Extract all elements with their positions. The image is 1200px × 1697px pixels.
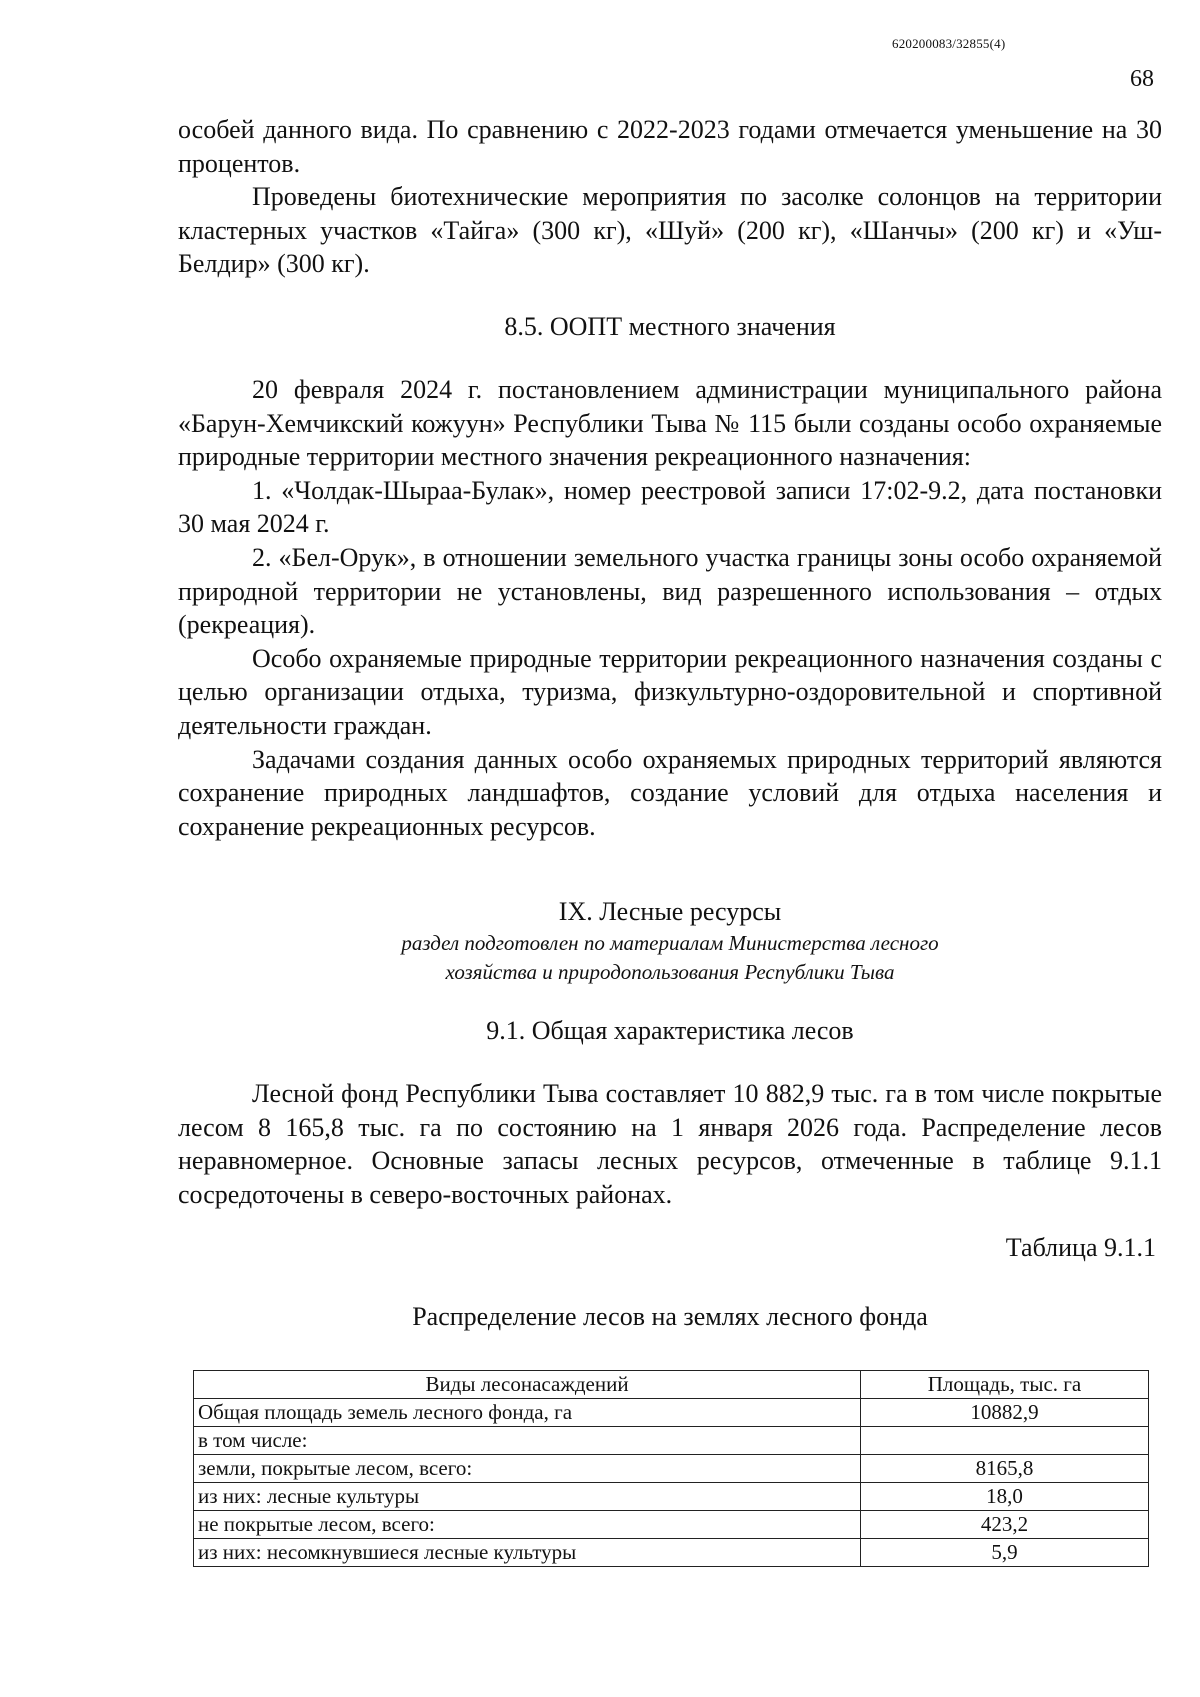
section-heading-9-1: 9.1. Общая характеристика лесов [486,1016,854,1045]
section-8-5-body [178,373,1162,843]
table-row [194,1399,1149,1427]
table-cell: не покрытые лесом, всего: [194,1511,861,1539]
paragraph: 2. «Бел-Орук», в отношении земельного участка границы зоны особо охраняемой природной территории не установлены, вид разрешенного использования – отдых (рекреация). [178,542,1162,640]
table-cell: 18,0 [861,1483,1149,1511]
table-cell: 10882,9 [861,1399,1149,1427]
paragraph: Задачами создания данных особо охраняемых природных территорий являются сохранение природных ландшафтов, создание условий для отдыха населения и сохранение рекреационных ресурсов. [178,744,1162,841]
table-cell [861,1427,1149,1455]
table-title: Распределение лесов на землях лесного фонда [412,1302,928,1331]
table-header-cell: Площадь, тыс. га [861,1371,1149,1399]
paragraph: 20 февраля 2024 г. постановлением администрации муниципального района «Барун-Хемчикский кожуун» Республики Тыва № 115 были созданы особо охраняемые природные территории местного значения рекреационного назначения: [178,375,1162,472]
table-header-cell: Виды лесонасаждений [194,1371,861,1399]
table-row [194,1455,1149,1483]
paragraph: особей данного вида. По сравнению с 2022-2023 годами отмечается уменьшение на 30 процентов. [178,115,1162,178]
paragraph: Особо охраняемые природные территории рекреационного назначения созданы с целью организации отдыха, туризма, физкультурно-оздоровительной и спортивной деятельности граждан. [178,643,1162,740]
table-cell: из них: лесные культуры [194,1483,861,1511]
document-id: 620200083/32855(4) [892,36,1006,51]
table-header-row [194,1371,1149,1399]
top-paragraphs [178,113,1162,281]
table-row [194,1483,1149,1511]
table-label: Таблица 9.1.1 [1005,1233,1156,1262]
table-cell: 423,2 [861,1511,1149,1539]
section-heading-9: IX. Лесные ресурсы [558,897,782,926]
forest-distribution-table [193,1370,1149,1567]
table-cell: 5,9 [861,1539,1149,1567]
table-cell: Общая площадь земель лесного фонда, га [194,1399,861,1427]
subtitle-line: раздел подготовлен по материалам Министерства лесного [401,931,939,955]
table-cell: в том числе: [194,1427,861,1455]
table-cell: из них: несомкнувшиеся лесные культуры [194,1539,861,1567]
table-cell: земли, покрытые лесом, всего: [194,1455,861,1483]
table-row [194,1539,1149,1567]
table-row [194,1427,1149,1455]
paragraph: Проведены биотехнические мероприятия по засолке солонцов на территории кластерных участков «Тайга» (300 кг), «Шуй» (200 кг), «Шанчы» (200 кг) и «Уш-Белдир» (300 кг). [178,182,1162,279]
page-number: 68 [1130,66,1154,92]
section-9-1-body [178,1077,1162,1211]
paragraph: 1. «Чолдак-Шыраа-Булак», номер реестровой записи 17:02-9.2, дата постановки 30 мая 2024 г. [178,475,1162,539]
table-row [194,1511,1149,1539]
subtitle-line: хозяйства и природопользования Республики Тыва [445,960,895,984]
table-cell: 8165,8 [861,1455,1149,1483]
section-heading-8-5: 8.5. ООПТ местного значения [504,312,836,341]
paragraph: Лесной фонд Республики Тыва составляет 10 882,9 тыс. га в том числе покрытые лесом 8 165,8 тыс. га по состоянию на 1 января 2026 года. Распределение лесов неравномерное. Основные запасы лесных ресурсов, отмеченные в таблице 9.1.1 сосредоточены в северо-восточных районах. [178,1079,1162,1209]
section-9-subtitle [178,929,1162,987]
